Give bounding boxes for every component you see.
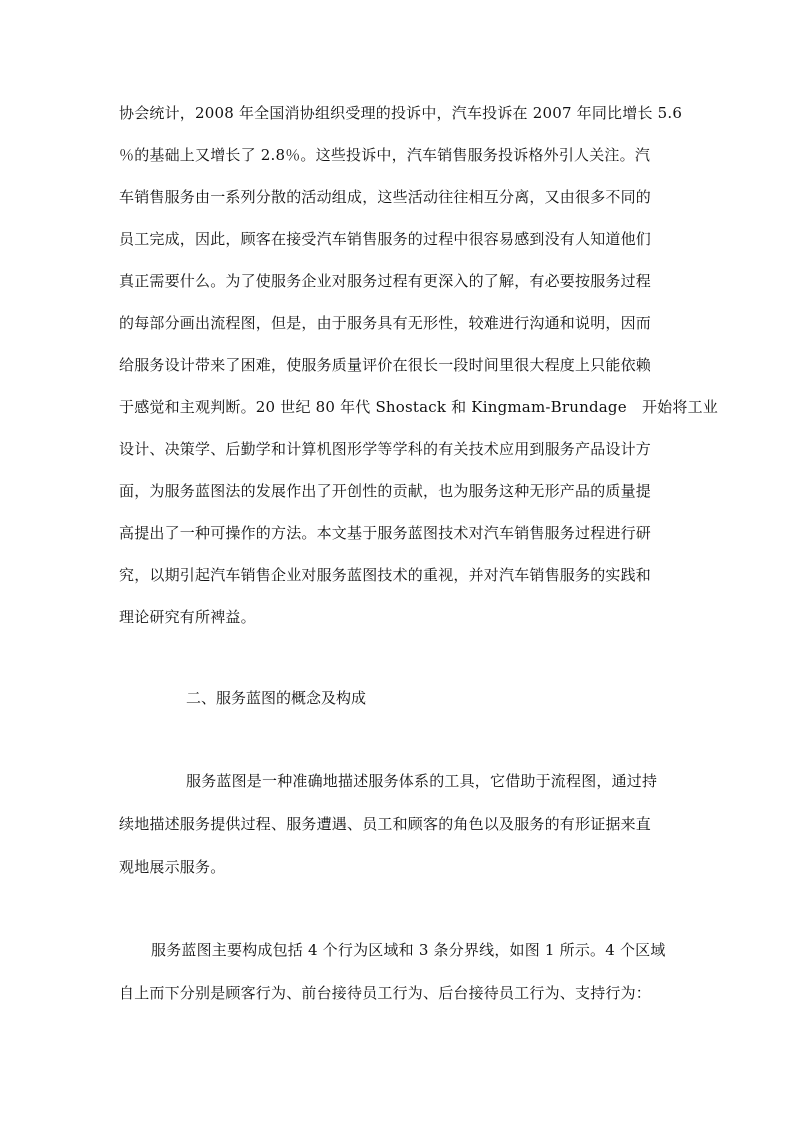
text-line: 观地展示服务。 bbox=[119, 858, 226, 876]
text-line: 究，以期引起汽车销售企业对服务蓝图技术的重视，并对汽车销售服务的实践和 bbox=[119, 566, 652, 584]
text-line: 给服务设计带来了困难，使服务质量评价在很长一段时间里很大程度上只能依赖 bbox=[119, 356, 652, 374]
text-line: 协会统计，2008 年全国消协组织受理的投诉中，汽车投诉在 2007 年同比增长 5.6 bbox=[119, 104, 683, 122]
text-line: 理论研究有所裨益。 bbox=[119, 608, 256, 626]
text-line: 设计、决策学、后勤学和计算机图形学等学科的有关技术应用到服务产品设计方 bbox=[119, 440, 652, 458]
text-line: ％的基础上又增长了 2.8％。这些投诉中，汽车销售服务投诉格外引人关注。汽 bbox=[119, 146, 651, 164]
text-line: 面，为服务蓝图法的发展作出了开创性的贡献，也为服务这种无形产品的质量提 bbox=[119, 482, 652, 500]
text-line: 于感觉和主观判断。20 世纪 80 年代 Shostack 和 Kingmam-Brundage 开始将工业 bbox=[119, 398, 718, 416]
text-line: 的每部分画出流程图，但是，由于服务具有无形性，较难进行沟通和说明，因而 bbox=[119, 314, 652, 332]
text-line: 高提出了一种可操作的方法。本文基于服务蓝图技术对汽车销售服务过程进行研 bbox=[119, 524, 652, 542]
text-line: 自上而下分别是顾客行为、前台接待员工行为、后台接待员工行为、支持行为： bbox=[119, 984, 652, 1002]
text-line: 服务蓝图是一种准确地描述服务体系的工具，它借助于流程图，通过持 bbox=[186, 772, 658, 790]
text-line: 真正需要什么。为了使服务企业对服务过程有更深入的了解，有必要按服务过程 bbox=[119, 272, 652, 290]
text-line: 服务蓝图主要构成包括 4 个行为区域和 3 条分界线，如图 1 所示。4 个区域 bbox=[151, 941, 666, 959]
text-line: 车销售服务由一系列分散的活动组成，这些活动往往相互分离，又由很多不同的 bbox=[119, 188, 652, 206]
section-heading: 二、服务蓝图的概念及构成 bbox=[186, 689, 367, 707]
text-line: 员工完成，因此，顾客在接受汽车销售服务的过程中很容易感到没有人知道他们 bbox=[119, 230, 652, 248]
text-line: 续地描述服务提供过程、服务遭遇、员工和顾客的角色以及服务的有形证据来直 bbox=[119, 815, 652, 833]
